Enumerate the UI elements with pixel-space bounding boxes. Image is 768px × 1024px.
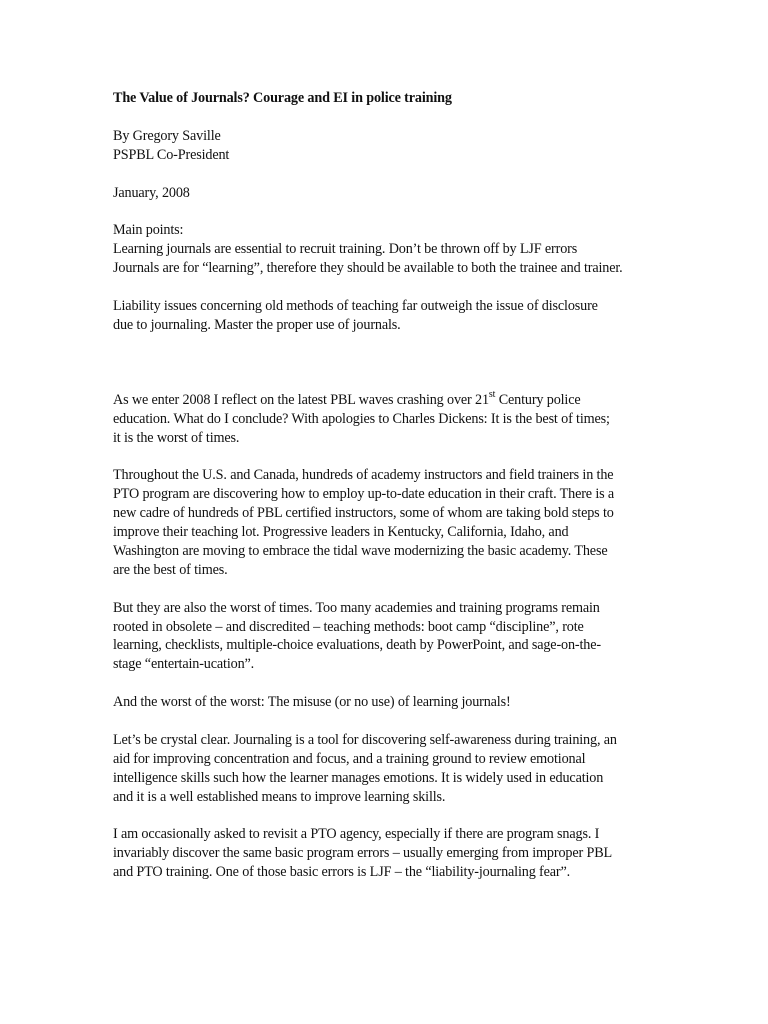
- paragraph-line: Let’s be crystal clear. Journaling is a tool for discovering self-awareness during training, an: [113, 731, 617, 748]
- paragraph-line: and it is a well established means to improve learning skills.: [113, 788, 446, 805]
- paragraph-line: Throughout the U.S. and Canada, hundreds of academy instructors and field trainers in the: [113, 467, 614, 484]
- paragraph-line: stage “entertain-ucation”.: [113, 656, 255, 673]
- paragraph-line: rooted in obsolete – and discredited – teaching methods: boot camp “discipline”, rote: [113, 618, 584, 635]
- main-point-line: Journals are for “learning”, therefore they should be available to both the trainee and trainer.: [113, 260, 623, 277]
- document-date: January, 2008: [113, 184, 190, 201]
- main-point-line: Learning journals are essential to recruit training. Don’t be thrown off by LJF errors: [113, 241, 578, 258]
- paragraph-line: And the worst of the worst: The misuse (or no use) of learning journals!: [113, 694, 511, 711]
- paragraph-line: [113, 388, 673, 410]
- paragraph-line: PTO program are discovering how to employ up-to-date education in their craft. There is a: [113, 486, 615, 503]
- paragraph-text: Century police: [495, 391, 581, 408]
- paragraph-line: are the best of times.: [113, 561, 228, 578]
- document-title: The Value of Journals? Courage and EI in police training: [113, 90, 452, 106]
- paragraph-line: invariably discover the same basic program errors – usually emerging from improper PBL: [113, 845, 613, 862]
- superscript-text: st: [488, 388, 496, 400]
- paragraph-line: it is the worst of times.: [113, 429, 240, 446]
- main-points-heading: Main points:: [113, 222, 184, 239]
- paragraph-line: and PTO training. One of those basic errors is LJF – the “liability-journaling fear”.: [113, 864, 571, 881]
- paragraph-line: aid for improving concentration and focus, and a training ground to review emotional: [113, 750, 586, 767]
- document-page: [113, 89, 673, 882]
- paragraph-line: Washington are moving to embrace the tidal wave modernizing the basic academy. These: [113, 542, 608, 559]
- paragraph-line: intelligence skills such how the learner manages emotions. It is widely used in education: [113, 769, 604, 786]
- liability-point-line: due to journaling. Master the proper use of journals.: [113, 316, 401, 333]
- author-role: PSPBL Co-President: [113, 146, 230, 163]
- liability-point-line: Liability issues concerning old methods of teaching far outweigh the issue of disclosure: [113, 297, 598, 314]
- paragraph-line: I am occasionally asked to revisit a PTO agency, especially if there are program snags. I: [113, 826, 600, 843]
- paragraph-line: education. What do I conclude? With apologies to Charles Dickens: It is the best of times;: [113, 410, 610, 427]
- paragraph-line: But they are also the worst of times. Too many academies and training programs remain: [113, 599, 600, 616]
- paragraph-line: improve their teaching lot. Progressive leaders in Kentucky, California, Idaho, and: [113, 524, 569, 541]
- paragraph-text: As we enter 2008 I reflect on the latest PBL waves crashing over 21: [113, 391, 489, 408]
- paragraph-line: learning, checklists, multiple-choice evaluations, death by PowerPoint, and sage-on-the-: [113, 637, 601, 654]
- paragraph-line: new cadre of hundreds of PBL certified instructors, some of whom are taking bold steps to: [113, 505, 614, 522]
- author-byline: By Gregory Saville: [113, 127, 221, 144]
